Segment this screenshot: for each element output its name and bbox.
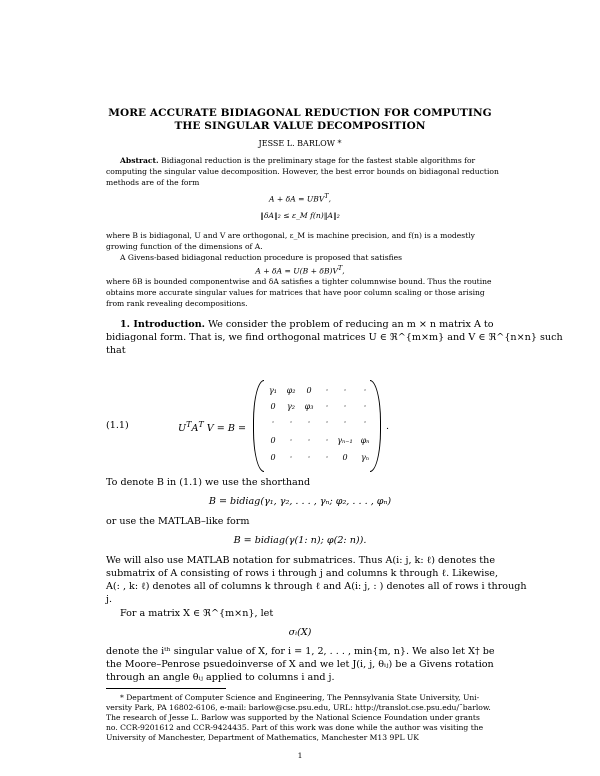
matrix-cell: · — [307, 418, 311, 427]
intro-line-8: A(: , k: ℓ) denotes all of columns k through ℓ and A(i: j, : ) denotes all of rows i through — [106, 581, 527, 592]
abstract-line-5: growing function of the dimensions of A. — [106, 242, 263, 251]
abstract-line-7: where δB is bounded componentwise and δA satisfies a tighter columnwise bound. Thus the routine — [106, 277, 492, 286]
footnote-rule — [106, 688, 226, 689]
abstract-line-8: obtains more accurate singular values for matrices that have poor column scaling or those arising — [106, 288, 485, 297]
matrix-cell: · — [343, 402, 347, 411]
abstract-line-9: from rank revealing decompositions. — [106, 299, 248, 308]
matrix-row — [263, 453, 371, 466]
section-heading: 1. Introduction. — [120, 319, 206, 330]
intro-line-2: bidiagonal form. That is, we find orthogonal matrices U ∈ ℜ^{m×m} and V ∈ ℜ^{n×n} such — [106, 332, 563, 343]
matrix-cell: 0 — [342, 453, 348, 462]
title-line-1: MORE ACCURATE BIDIAGONAL REDUCTION FOR COMPUTING — [108, 107, 492, 119]
matrix-cell: · — [325, 386, 329, 395]
intro-line-12: the Moore–Penrose psuedoinverse of X and we let J(i, j, θᵢⱼ) be a Givens rotation — [106, 659, 494, 670]
abstract-line-1 — [120, 155, 475, 166]
matrix-cell: φ₂ — [286, 386, 296, 395]
matrix-cell: · — [307, 436, 311, 445]
intro-line-4: To denote B in (1.1) we use the shorthand — [106, 477, 311, 488]
intro-line-7: submatrix of A consisting of rows i through j and columns k through ℓ. Likewise, — [106, 568, 499, 579]
matrix-row — [263, 436, 371, 449]
equation-lhs: $U^TA^T$ V = B = — [178, 420, 246, 435]
matrix-cell: · — [363, 386, 367, 395]
matrix-cell: 0 — [270, 436, 276, 445]
intro-line-10: For a matrix X ∈ ℜ^{m×n}, let — [120, 608, 274, 619]
intro-line-6: We will also use MATLAB notation for submatrices. Thus A(i: j, k: ℓ) denotes the — [106, 555, 496, 566]
abstract-equation-3: $A + \delta A = U(B + \delta B)V^T$, — [255, 265, 345, 276]
intro-line-11: denote the iᵗʰ singular value of X, for i = 1, 2, . . . , min{m, n}. We also let X† be — [106, 646, 495, 657]
equation-period: . — [386, 421, 390, 432]
intro-line-3: that — [106, 345, 126, 356]
matrix-cell: γₙ — [360, 453, 370, 462]
matrix-cell: γ₁ — [269, 386, 277, 395]
footnote-line-1: * Department of Computer Science and Engineering, The Pennsylvania State University, Uni- — [120, 693, 480, 702]
equation-label: (1.1) — [106, 420, 129, 431]
title-line-2: THE SINGULAR VALUE DECOMPOSITION — [174, 120, 426, 132]
matrix-cell: · — [325, 453, 329, 462]
abstract-equation-1: $A + \delta A = UBV^T$, — [268, 193, 332, 204]
matrix-cell: 0 — [270, 453, 276, 462]
abstract-label: Abstract. — [120, 156, 159, 165]
footnote-line-5: University of Manchester, Department of Mathematics, Manchester M13 9PL UK — [106, 733, 419, 742]
footnote-line-4: no. CCR-9201612 and CCR-9424435. Part of this work was done while the author was visiting the — [106, 723, 484, 732]
matrix-cell: · — [343, 386, 347, 395]
footnote-line-2: versity Park, PA 16802-6106, e-mail: barlow@cse.psu.edu, URL: http://translot.cse.psu.edu/˜barlow. — [106, 703, 491, 712]
matrix-row — [263, 386, 371, 399]
matrix-cell: 0 — [306, 386, 312, 395]
abstract-line-3: methods are of the form — [106, 178, 200, 187]
sigma-equation: σᵢ(X) — [288, 627, 312, 638]
matrix-cell: φₙ — [360, 436, 370, 445]
matrix-cell: γ₂ — [287, 402, 295, 411]
matrix-cell: · — [343, 418, 347, 427]
intro-line-5: or use the MATLAB–like form — [106, 516, 250, 527]
matrix-cell: · — [307, 453, 311, 462]
matrix-row — [263, 418, 371, 431]
abstract-line-6: A Givens-based bidiagonal reduction procedure is proposed that satisfies — [120, 253, 403, 262]
intro-line-13: through an angle θᵢⱼ applied to columns i and j. — [106, 672, 335, 683]
matrix-row — [263, 402, 371, 415]
matrix-cell: γₙ₋₁ — [337, 436, 353, 445]
bidiag-equation-2: B = bidiag(γ(1: n); φ(2: n)). — [233, 535, 367, 546]
matrix-cell: · — [363, 402, 367, 411]
matrix-cell: · — [271, 418, 275, 427]
bidiag-equation-1: B = bidiag(γ₁, γ₂, . . . , γₙ; φ₂, . . . , φₙ) — [208, 496, 392, 507]
author: JESSE L. BARLOW * — [258, 139, 342, 148]
matrix-cell: 0 — [270, 402, 276, 411]
intro-line-1: 1. Introduction. We consider the problem of reducing an m × n matrix A to — [120, 319, 494, 330]
page-number: 1 — [297, 751, 303, 760]
intro-line-9: j. — [106, 594, 113, 605]
matrix-cell: · — [289, 436, 293, 445]
abstract-text: Bidiagonal reduction is the preliminary stage for the fastest stable algorithms for — [161, 156, 476, 165]
footnote-line-3: The research of Jesse L. Barlow was supported by the National Science Foundation under grants — [106, 713, 480, 722]
matrix-cell: · — [289, 453, 293, 462]
abstract-line-2: computing the singular value decomposition. However, the best error bounds on bidiagonal reduction — [106, 167, 499, 176]
abstract-equation-2: ‖δA‖₂ ≤ ε_M f(n)‖A‖₂ — [260, 211, 340, 220]
matrix-cell: · — [325, 402, 329, 411]
matrix-cell: · — [325, 436, 329, 445]
abstract-line-4: where B is bidiagonal, U and V are orthogonal, ε_M is machine precision, and f(n) is a modestly — [106, 231, 475, 240]
matrix-cell: φ₃ — [304, 402, 314, 411]
bidiagonal-matrix — [253, 380, 381, 470]
matrix-cell: · — [289, 418, 293, 427]
matrix-cell: · — [325, 418, 329, 427]
matrix-cell: · — [363, 418, 367, 427]
